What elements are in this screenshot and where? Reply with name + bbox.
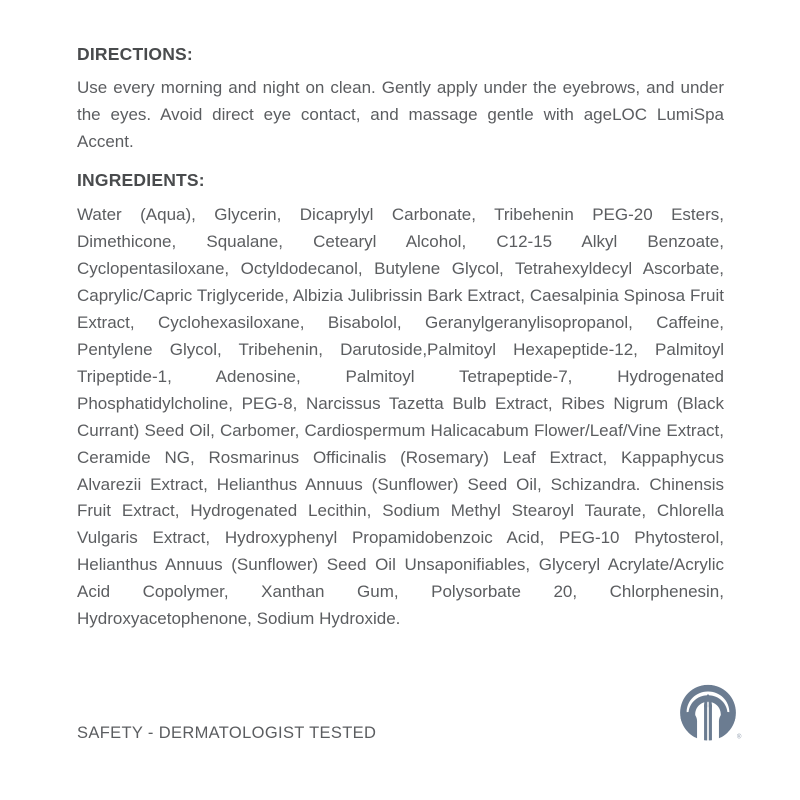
directions-body-text: Use every morning and night on clean. Gently apply under the eyebrows, and under the eyes. Avoid direct eye contact, and massage gentle with ageLOC LumiSpa Accent. [77,77,724,151]
directions-heading: DIRECTIONS: [77,44,193,64]
safety-claim-text: SAFETY - DERMATOLOGIST TESTED [77,724,377,743]
label-footer [77,680,742,748]
registered-trademark-mark: ® [736,733,742,741]
ingredients-heading: INGREDIENTS: [77,169,205,190]
ingredients-body-text: Water (Aqua), Glycerin, Dicaprylyl Carbonate, Tribehenin PEG-20 Esters, Dimethicone, Squalane, Cetearyl Alcohol, C12-15 Alkyl Benzoate, Cyclopentasiloxane, Octyldodecanol, Butylene Glycol, Tetrahexyldecyl Ascorbate, Caprylic/Capric Triglyceride, Albizia Julibrissin Bark Extract, Caesalpinia Spinosa Fruit Extract, Cyclohexasiloxane, Bisabolol, Geranylgeranylisopropanol, Caffeine, Pentylene Glycol, Tribehenin, Darutoside,Palmitoyl Hexapeptide-12, Palmitoyl Tripeptide-1, Adenosine, Palmitoyl Tetrapeptide-7, Hydrogenated Phosphatidylcholine, PEG-8, Narcissus Tazetta Bulb Extract, Ribes Nigrum (Black Currant) Seed Oil, Carbomer, Cardiospermum Halicacabum Flower/Leaf/Vine Extract, Ceramide NG, Rosmarinus Officinalis (Rosemary) Leaf Extract, Kappaphycus Alvarezii Extract, Helianthus Annuus (Sunflower) Seed Oil, Schizandra. Chinensis Fruit Extract, Hydrogenated Lecithin, Sodium Methyl Stearoyl Taurate, Chlorella Vulgaris Extract, Hydroxyphenyl Propamidobenzoic Acid, PEG-10 Phytosterol, Helianthus Annuus (Sunflower) Seed Oil Unsaponifiables, Glyceryl Acrylate/Acrylic Acid Copolymer, Xanthan Gum, Polysorbate 20, Chlorphenesin, Hydroxyacetophenone, Sodium Hydroxide. [77,205,724,629]
nu-skin-fountain-logo-icon [674,680,742,748]
